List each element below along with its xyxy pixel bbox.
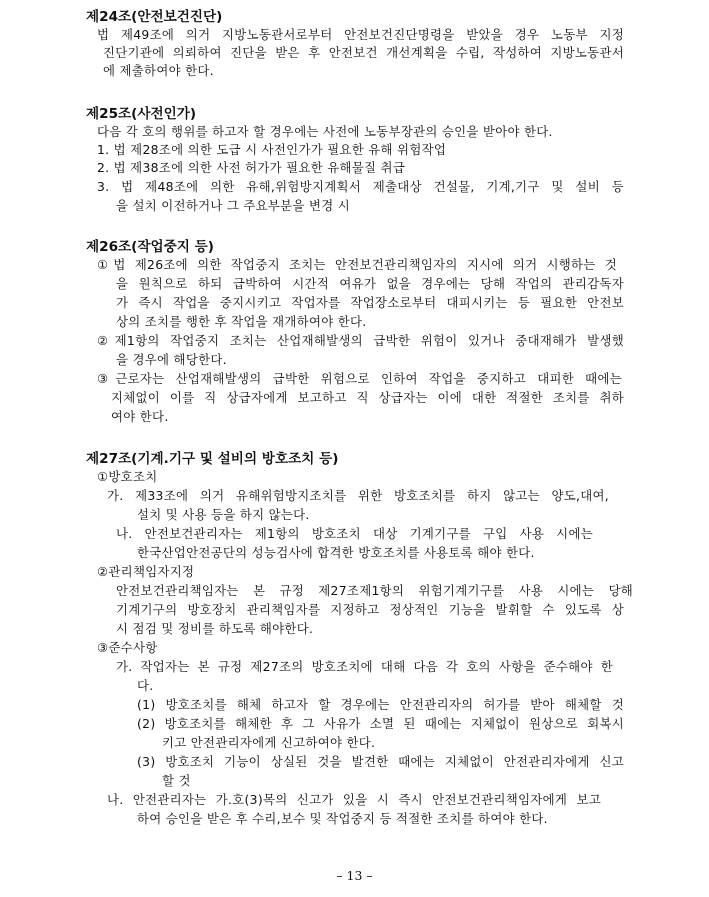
- article-27-line: 설치 및 사용 등을 하지 않는다.: [137, 507, 310, 522]
- article-26-line: 을 경우에 해당한다.: [116, 352, 227, 367]
- article-26-line: 상의 조치를 행한 후 작업을 재개하여야 한다.: [116, 314, 367, 329]
- article-25-title: 제25조(사전인가): [86, 106, 197, 122]
- article-26-line: 을 원칙으로 하되 급박하여 시간적 여유가 없을 경우에는 당해 작업의 관리감독자: [116, 276, 624, 291]
- article-27-line: 안전보건관리책임자는 본 규정 제27조제1항의 위험기계기구를 사용 시에는 당해: [116, 583, 633, 598]
- article-27-line: 나. 안전관리자는 가.호(3)목의 신고가 있을 시 즉시 안전보건관리책임자에게 보고: [107, 792, 601, 807]
- article-27-line: ②관리책임자지정: [97, 564, 195, 579]
- article-27-line: 한국산업안전공단의 성능검사에 합격한 방호조치를 사용토록 해야 한다.: [137, 545, 535, 560]
- article-27-line: ①방호조치: [97, 469, 158, 484]
- article-27-line: (1) 방호조치를 해체 하고자 할 경우에는 안전관리자의 허가를 받아 해체할 것: [137, 697, 624, 712]
- article-24-line: 진단기관에 의뢰하여 진단을 받은 후 안전보건 개선계획을 수립, 작성하여 지방노동관서: [103, 45, 624, 60]
- article-27-line: 다.: [137, 678, 154, 693]
- article-27-line: 기계기구의 방호장치 관리책임자를 지정하고 정상적인 기능을 발휘할 수 있도록 상: [116, 602, 624, 617]
- article-27-line: (2) 방호조치를 해체한 후 그 사유가 소멸 된 때에는 지체없이 원상으로 회복시: [137, 716, 624, 731]
- article-24-line: 에 제출하여야 한다.: [103, 63, 214, 78]
- article-26-line: ③근로자는 산업재해발생의 급박한 위험으로 인하여 작업을 중지하고 대피한 때에는: [97, 371, 622, 386]
- article-24-line: 법 제49조에 의거 지방노동관서로부터 안전보건진단명령을 받았을 경우 노동부 지정: [97, 27, 624, 42]
- article-24-title: 제24조(안전보건진단): [86, 9, 223, 25]
- article-25-line: 3. 법 제48조에 의한 유해,위험방지계획서 제출대상 건설물, 기계,기구 및 설비 등: [97, 179, 624, 194]
- article-27-line: 가. 작업자는 본 규정 제27조의 방호조치에 대해 다음 각 호의 사항을 준수해야 한: [116, 659, 613, 674]
- article-27-line: 시 점검 및 정비를 하도록 해야한다.: [116, 621, 314, 636]
- article-26-line: 가 즉시 작업을 중지시키고 작업자를 작업장소로부터 대피시키는 등 필요한 안전보: [116, 295, 624, 310]
- article-26-line: 여야 한다.: [111, 409, 169, 424]
- article-27-line: 키고 안전관리자에게 신고하여야 한다.: [162, 735, 376, 750]
- article-27-line: 가. 제33조에 의거 유해위험방지조치를 위한 방호조치를 하지 않고는 양도,대여,: [107, 488, 609, 503]
- article-27-line: 하여 승인을 받은 후 수리,보수 및 작업중지 등 적절한 조치를 하여야 한다.: [137, 811, 548, 826]
- article-25-line: 다음 각 호의 행위를 하고자 할 경우에는 사전에 노동부장관의 승인을 받아야 한다.: [97, 124, 553, 139]
- page-number: – 13 –: [336, 868, 373, 883]
- article-27-line: 할 것: [162, 773, 191, 788]
- article-25-line: 2. 법 제38조에 의한 사전 허가가 필요한 유해물질 취급: [97, 160, 406, 175]
- article-25-line: 1. 법 제28조에 의한 도급 시 사전인가가 필요한 유해 위험작업: [97, 142, 447, 157]
- article-26-line: ②제1항의 작업중지 조치는 산업재해발생의 급박한 위험이 있거나 중대재해가 발생했: [97, 333, 624, 348]
- article-26-line: 지체없이 이를 직 상급자에게 보고하고 직 상급자는 이에 대한 적절한 조치를 취하: [111, 390, 624, 405]
- article-25-line: 을 설치 이전하거나 그 주요부분을 변경 시: [116, 198, 351, 213]
- article-26-line: ①법 제26조에 의한 작업중지 조치는 안전보건관리책임자의 지시에 의거 시행하는 것: [97, 257, 617, 272]
- article-27-line: 나. 안전보건관리자는 제1항의 방호조치 대상 기계기구를 구입 사용 시에는: [116, 526, 593, 541]
- article-27-line: (3) 방호조치 기능이 상실된 것을 발견한 때에는 지체없이 안전관리자에게 신고: [137, 754, 624, 769]
- article-27-title: 제27조(기계.기구 및 설비의 방호조치 등): [86, 451, 339, 467]
- article-27-line: ③준수사항: [97, 640, 158, 655]
- article-26-title: 제26조(작업중지 등): [86, 239, 214, 255]
